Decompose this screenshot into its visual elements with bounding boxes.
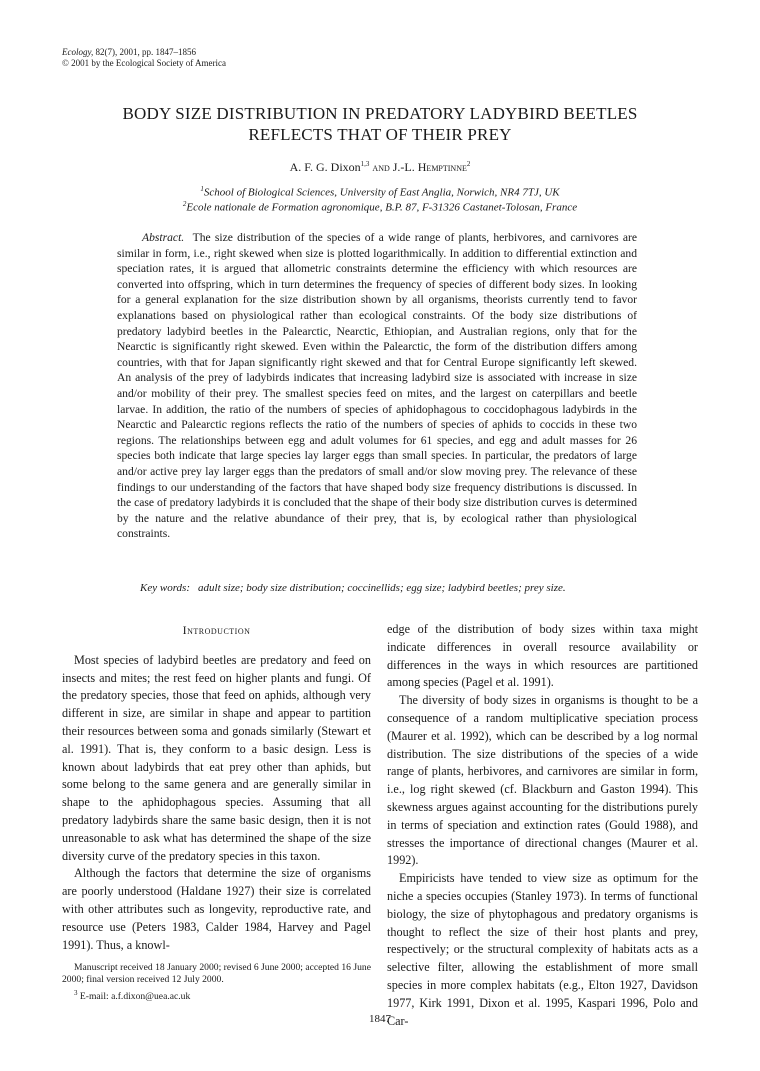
- keywords-text: adult size; body size distribution; coccinellids; egg size; ladybird beetles; prey size.: [198, 582, 566, 594]
- page-number: 1847: [369, 1013, 391, 1025]
- manuscript-dates: Manuscript received 18 January 2000; revised 6 June 2000; accepted 16 June 2000; final version received 12 July 2000.: [62, 962, 371, 986]
- footnotes: [62, 962, 371, 1003]
- copyright-line: © 2001 by the Ecological Society of America: [62, 58, 227, 68]
- intro-paragraph-3: The diversity of body sizes in organisms is thought to be a consequence of a random multiplicative speciation process (Maurer et al. 1992), which can be described by a log normal distribution. The size distributions of the species of a wide range of plants, herbivores, and carnivores are similar in form, i.e., log right skewed (cf. Blackburn and Gaston 1994). This skewness argues against accounting for the distributions purely in terms of speciation and extinction rates (Gould 1988), and stresses the importance of directional changes (Maurer et al. 1992).: [387, 693, 698, 868]
- email-marker: 3: [74, 988, 78, 997]
- abstract-text: The size distribution of the species of a wide range of plants, herbivores, and carnivores are similar in form, i.e., right skewed when size is plotted logarithmically. In addition to differential extinction and speciation rates, it is argued that allometric constraints determine the efficiency with which resources are converted into offspring, which in turn determines the frequency of species of different body sizes. In looking for a general explanation for the size distribution shown by all organisms, theorists currently tend to favor explanations based on physiological rather than ecological constraints. Of the body size distributions of predatory ladybird beetles in the Palearctic, Nearctic, Ethiopian, and Australian regions, only that for the Nearctic is significantly right skewed. Even within the Palearctic, the form of the distribution differs among countries, with that for Japan significantly right skewed and that for Central Europe significantly left skewed. An analysis of the prey of ladybirds indicates that increasing ladybird size is associated with increase in size and/or mobility of their prey. The smallest species feed on mites, and the largest on caterpillars and beetle larvae. In addition, the ratio of the numbers of species of aphidophagous to coccidophagous ladybirds in the Nearctic and Palearctic regions reflects the ratio of the numbers of species of aphids to coccids in these two regions. The relationships between egg and adult volumes for 61 species, and egg and adult masses for 26 species both indicate that large species lay larger eggs than small species. In particular, the predators of large and/or active prey lay larger eggs than the predators of small and/or slow moving prey. The relevance of these findings to our understanding of the factors that have shaped body size frequency distributions is discussed. In the case of predatory ladybirds it is concluded that the shape of their body size distribution curves is determined by the nature and the relative abundance of their prey, that is, by ecological rather than physiological constraints.: [117, 231, 638, 541]
- author-conjunction: and: [372, 160, 390, 174]
- section-heading-introduction: Introduction: [182, 623, 251, 637]
- right-column: [387, 621, 698, 1030]
- author-2: J.-L. Hemptinne: [392, 160, 467, 174]
- keywords-heading: Key words:: [140, 582, 191, 594]
- email-text: E-mail: a.f.dixon@uea.ac.uk: [79, 991, 191, 1002]
- intro-paragraph-2: Although the factors that determine the size of organisms are poorly understood (Haldane 1927) their size is correlated with other attributes such as longevity, reproductive rate, and resource use (Peters 1983, Calder 1984, Harvey and Pagel 1991). Thus, a knowl-: [62, 866, 371, 952]
- article-title: [40, 103, 720, 145]
- intro-paragraph-2-continued: edge of the distribution of body sizes within taxa might indicate differences in overall resource availability or differences in the ways in which resources are partitioned among species (Pagel et al. 1991).: [387, 622, 698, 690]
- affiliation-2-marker: 2: [182, 200, 187, 208]
- citation-line: [62, 47, 226, 58]
- affiliation-2-text: Ecole nationale de Formation agronomique, B.P. 87, F-31326 Castanet-Tolosan, France: [186, 201, 578, 214]
- title-line-1: BODY SIZE DISTRIBUTION IN PREDATORY LADYBIRD BEETLES: [122, 104, 638, 123]
- intro-paragraph-1: Most species of ladybird beetles are predatory and feed on insects and mites; the rest feed on higher plants and fungi. Of the predatory species, those that feed on aphids, although very different in size, are similar in shape and appear to partition their resources between soma and gonads similarly (Stewart et al. 1991). That is, they conform to a basic design. Less is known about ladybirds that eat prey other than aphids, but some belong to the same genera and are generally similar in shape to the aphidophagous species. Assuming that all predatory ladybirds share the same basic design, then it is not unreasonable to ask what has determined the shape of the size diversity curve of the predatory species in this taxon.: [62, 652, 371, 863]
- abstract-heading: Abstract.: [142, 231, 185, 244]
- running-head: [62, 47, 226, 69]
- abstract: [117, 230, 637, 542]
- author-list: [40, 157, 720, 175]
- keywords: [140, 581, 640, 596]
- author-2-marker: 2: [466, 160, 471, 168]
- author-1: A. F. G. Dixon: [289, 160, 361, 174]
- title-line-2: REFLECTS THAT OF THEIR PREY: [248, 125, 512, 144]
- intro-paragraph-4: Empiricists have tended to view size as optimum for the niche a species occupies (Stanley 1973). In terms of functional biology, the size of phytophagous and predatory organisms is thought to reflect the size of their host plants and prey, respectively; or the structural complexity of habitats acts as a selective filter, allowing the establishment of more small species in more complex habitats (e.g., Elton 1927, Davidson 1977, Kirk 1991, Dixon et al. 1995, Kaspari 1996, Polo and Car-: [387, 871, 698, 1028]
- affiliation-1-marker: 1: [200, 185, 204, 193]
- affiliation-2: [40, 197, 720, 216]
- journal-name: Ecology,: [62, 47, 94, 57]
- volume-pages: 82(7), 2001, pp. 1847–1856: [95, 47, 196, 57]
- left-column: [62, 620, 371, 954]
- author-1-marker: 1,3: [360, 160, 370, 168]
- corresponding-email: [62, 987, 371, 1004]
- affiliation-1-text: School of Biological Sciences, University of East Anglia, Norwich, NR4 7TJ, UK: [203, 186, 560, 199]
